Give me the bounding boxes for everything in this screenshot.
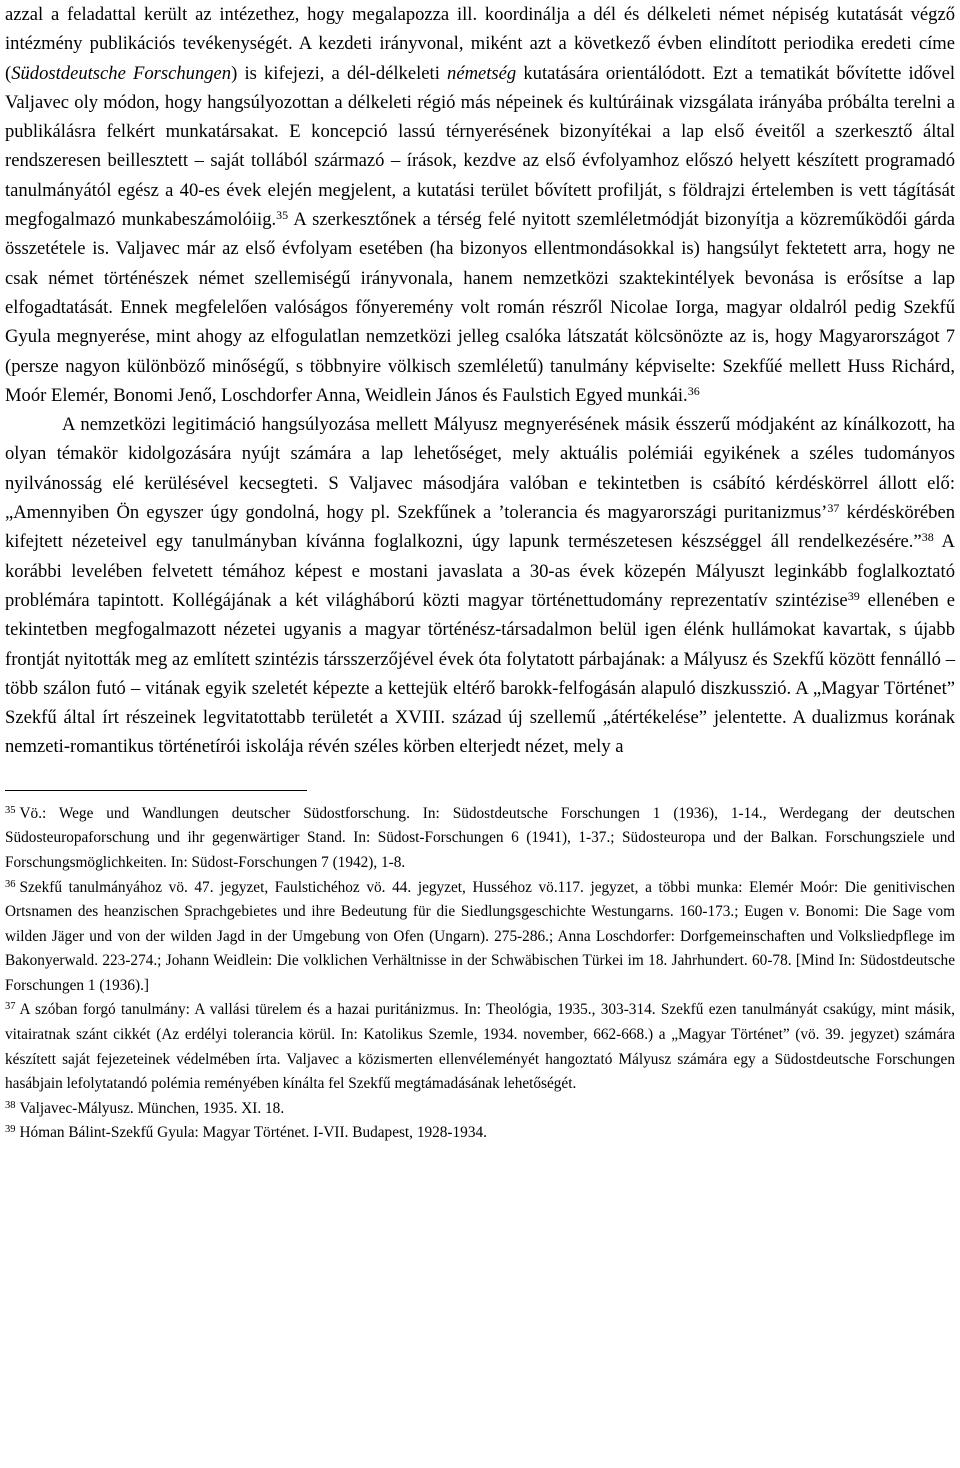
footnote-number: 38 <box>5 1099 16 1111</box>
footnote <box>5 802 955 876</box>
footnote-reference: 38 <box>921 530 934 545</box>
footnotes <box>5 802 955 1146</box>
footnote-reference: 36 <box>687 383 700 398</box>
footnote-number: 39 <box>5 1124 16 1136</box>
document-page <box>5 0 955 1146</box>
text-segment: kérdéskörében kifejtett nézeteivel egy tanulmányban kívánna foglalkozni, úgy lapunk természetesen készséggel áll rendelkezésére.” <box>5 502 956 553</box>
footnote-number: 36 <box>5 878 16 890</box>
italic-text: németség <box>447 62 517 84</box>
text-segment: A korábbi levelében felvetett témához képest e mostani javaslata a 30-as évek közepén Mályuszt leginkább foglalkoztató problémára tapintott. Kollégájának a két világháború közti magyar történettudomány reprezentatív szintézise <box>5 531 955 611</box>
footnote-number: 35 <box>5 804 16 816</box>
footnote <box>5 1121 955 1146</box>
footnote-text: Valjavec-Mályusz. München, 1935. XI. 18. <box>19 1099 285 1117</box>
footnote-reference: 37 <box>827 501 840 516</box>
footnote-text: Vö.: Wege und Wandlungen deutscher Südostforschung. In: Südostdeutsche Forschungen 1 (1936), 1-14., Werdegang der deutschen Südosteuropaforschung und ihr gegenwärtiger Stand. In: Südost-Forschungen 6 (1941), 1-37.; Südosteuropa und der Balkan. Forschungsziele und Forschungsmöglichkeiten. In: Südost-Forschungen 7 (1942), 1-8. <box>5 804 955 871</box>
text-segment: ellenében e tekintetben megfogalmazott nézetei ugyanis a magyar történész-társadalmon belül igen élénk hullámokat kavartak, s újabb frontját nyitották meg az említett szintézis társszerzőjével évek óta folytatott párbajának: a Mályusz és Szekfű között fennálló – több szálon futó – vitának egyik szeletét képezte a kettejük eltérő barokk-felfogásán alapuló diszkusszió. A „Magyar Történet” Szekfű által írt részeinek legvitatottabb területét a XVIII. század új szellemű „átértékelése” jelentette. A dualizmus korának nemzeti-romantikus történetírói iskolája révén széles körben elterjedt nézet, mely a <box>5 589 955 758</box>
footnote-text: A szóban forgó tanulmány: A vallási türelem és a hazai puritánizmus. In: Theológia, 1935., 303-314. Szekfű ezen tanulmányát csakúgy, mint másik, vitairatnak szánt cikkét (Az erdélyi tolerancia körül. In: Katolikus Szemle, 1934. november, 662-668.) a „Magyar Történet” (vö. 39. jegyzet) számára készített saját fejezeteinek védelmében írta. Valjavec a közismerten ellenvéleményét hangoztató Mályusz számára egy a Südostdeutsche Forschungen hasábjain lefolytatandó polémia reményében kínálta fel Szekfű megtámadásának lehetőségét. <box>5 1001 955 1093</box>
body-paragraph <box>5 0 955 410</box>
text-segment: A nemzetközi legitimáció hangsúlyozása mellett Mályusz megnyerésének másik ésszerű módjaként az kínálkozott, ha olyan témakör kidolgozására nyújt számára a lap lehetőséget, mely aktuális polémiái egyikének a széles tudományos nyilvánosság elé kerülésével kecsegteti. S Valjavec másodjára valóban e tekintetben is csábító kérdéskörrel állott elő: „Amennyiben Ön egyszer úgy gondolná, hogy pl. Szekfűnek a ’tolerancia és magyarországi puritanizmus’ <box>5 414 955 524</box>
italic-text: Südostdeutsche Forschungen <box>11 62 232 84</box>
body-paragraph <box>5 410 955 762</box>
footnote <box>5 876 955 999</box>
footnote <box>5 998 955 1096</box>
text-segment: A szerkesztőnek a térség felé nyitott szemléletmódját bizonyítja a közreműködői gárda összetétele is. Valjavec már az első évfolyam esetében (ha bizonyos ellentmondásokkal is) hangsúlyt fektetett arra, hogy ne csak német történészek német szellemiségű irányvonala, hanem nemzetközi szaktekintélyek bevonása is erősítse a lap elfogadtatását. Ennek megfelelően valóságos főnyeremény volt román részről Nicolae Iorga, magyar oldalról pedig Szekfű Gyula megnyerése, mint ahogy az elfogulatlan nemzetközi jelleg csalóka látszatát kölcsönözte az is, hogy Magyarországot 7 (persze nagyon különböző minőségű, s többnyire völkisch szemléletű) tanulmány képviselte: Szekfűé mellett Huss Richárd, Moór Elemér, Bonomi Jenő, Loschdorfer Anna, Weidlein János és Faulstich Egyed munkái. <box>5 209 955 406</box>
text-segment: azzal a feladattal került az intézethez, hogy megalapozza ill. koordinálja a dél és délkeleti német népiség kutatását végző intézmény publikációs tevékenységét. A kezdeti irányvonal, miként azt a következő évben elindított periodika eredeti címe ( <box>5 4 955 84</box>
footnote-text: Hóman Bálint-Szekfű Gyula: Magyar Történet. I-VII. Budapest, 1928-1934. <box>19 1124 487 1142</box>
footnote-number: 37 <box>5 1001 16 1013</box>
main-text <box>5 0 955 762</box>
text-segment: kutatására orientálódott. Ezt a tematikát bővítette idővel Valjavec oly módon, hogy hangsúlyozottan a délkeleti régió más népeinek és kultúráinak vizsgálata irányába próbálta terelni a publikálásra felkért munkatársakat. E koncepció lassú térnyerésének bizonyítékai a lap első éveitől a szerkesztő által rendszeresen beillesztett – saját tollából származó – írások, kezdve az első évfolyamhoz előszó helyett készített programadó tanulmányától egész a 40-es évek elején megjelent, a kutatási terület bővített profilját, s földrajzi értelemben is vett tágítását megfogalmazó munkabeszámolóiig. <box>5 62 956 231</box>
footnote-divider <box>5 790 307 791</box>
footnote <box>5 1097 955 1122</box>
text-segment: ) is kifejezi, a dél-délkeleti <box>231 62 448 84</box>
footnote-text: Szekfű tanulmányához vö. 47. jegyzet, Faulstichéhoz vö. 44. jegyzet, Husséhoz vö.117. jegyzet, a többi munka: Elemér Moór: Die genitivischen Ortsnamen des heanzischen Sprachgebietes und ihre Bedeutung für die Siedlungsgeschichte Westungarns. 160-173.; Eugen v. Bonomi: Die Sage vom wilden Jäger und von der wilden Jagd in der Umgebung von Ofen (Ungarn). 275-286.; Anna Loschdorfer: Dorfgemeinschaften und Volksliedpflege im Bakonyerwald. 223-274.; Johann Weidlein: Die volklichen Verhältnisse in der Schwäbischen Türkei im 18. Jahrhundert. 60-78. [Mind In: Südostdeutsche Forschungen 1 (1936).] <box>5 878 955 994</box>
footnote-reference: 39 <box>847 588 860 603</box>
footnote-reference: 35 <box>276 208 289 223</box>
